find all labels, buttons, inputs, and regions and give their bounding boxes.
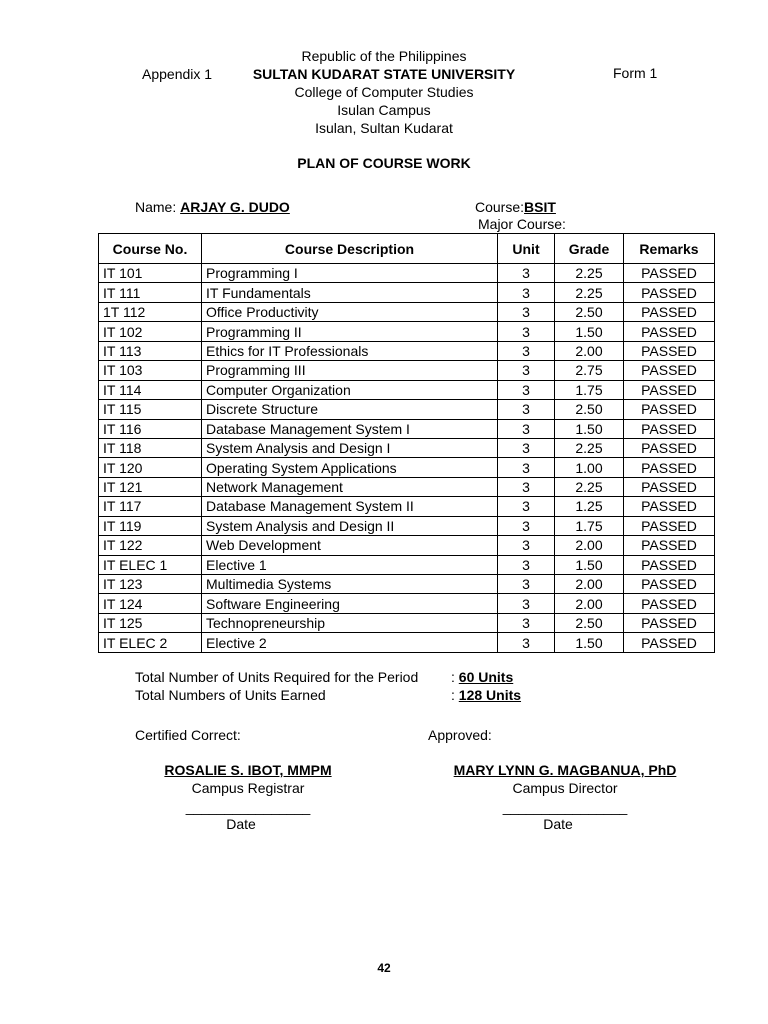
course-description-cell: Network Management [202,477,498,496]
course-description-cell: Software Engineering [202,594,498,613]
unit-cell: 3 [498,536,555,555]
remarks-cell: PASSED [624,400,715,419]
grade-cell: 1.25 [555,497,624,516]
document-title: PLAN OF COURSE WORK [297,155,471,171]
course-description-cell: Ethics for IT Professionals [202,341,498,360]
director-name: MARY LYNN G. MAGBANUA, PhD [453,762,677,778]
unit-cell: 3 [498,458,555,477]
course-description-cell: System Analysis and Design I [202,438,498,457]
table-row [99,555,715,574]
course-description-cell: Programming III [202,361,498,380]
registrar-date-label: Date [226,816,256,832]
unit-cell: 3 [498,341,555,360]
course-no-cell: IT 111 [99,283,202,302]
remarks-cell: PASSED [624,477,715,496]
table-row [99,575,715,594]
unit-cell: 3 [498,322,555,341]
unit-cell: 3 [498,594,555,613]
table-row [99,419,715,438]
grade-cell: 1.00 [555,458,624,477]
header-grade: Grade [555,234,624,264]
table-row [99,400,715,419]
remarks-cell: PASSED [624,575,715,594]
course-no-cell: IT 119 [99,516,202,535]
course-no-cell: IT ELEC 1 [99,555,202,574]
course-no-cell: IT 101 [99,264,202,283]
remarks-cell: PASSED [624,322,715,341]
grade-cell: 1.75 [555,516,624,535]
unit-cell: 3 [498,575,555,594]
unit-cell: 3 [498,400,555,419]
remarks-cell: PASSED [624,613,715,632]
course-no-cell: IT 114 [99,380,202,399]
course-row [475,198,556,216]
table-row [99,264,715,283]
course-no-cell: IT 102 [99,322,202,341]
course-description-cell: Database Management System I [202,419,498,438]
header-course-no: Course No. [99,234,202,264]
unit-cell: 3 [498,380,555,399]
unit-cell: 3 [498,497,555,516]
remarks-cell: PASSED [624,361,715,380]
course-no-cell: IT 118 [99,438,202,457]
table-row [99,341,715,360]
course-no-cell: 1T 112 [99,302,202,321]
grade-cell: 2.50 [555,613,624,632]
unit-cell: 3 [498,516,555,535]
unit-cell: 3 [498,613,555,632]
course-description-cell: Elective 1 [202,555,498,574]
grade-cell: 1.50 [555,322,624,341]
course-no-cell: IT ELEC 2 [99,633,202,652]
table-row [99,536,715,555]
unit-cell: 3 [498,477,555,496]
course-description-cell: Office Productivity [202,302,498,321]
grade-cell: 2.00 [555,536,624,555]
college-name: College of Computer Studies [294,84,474,100]
units-required-row [451,668,513,686]
table-row [99,594,715,613]
course-description-cell: Elective 2 [202,633,498,652]
table-row [99,497,715,516]
units-earned-row [451,686,521,704]
table-row [99,380,715,399]
grade-cell: 2.25 [555,264,624,283]
unit-cell: 3 [498,633,555,652]
remarks-cell: PASSED [624,516,715,535]
course-no-cell: IT 125 [99,613,202,632]
director-date-line: ________________ [502,799,628,815]
grade-cell: 1.50 [555,633,624,652]
student-name-row [135,198,290,216]
remarks-cell: PASSED [624,536,715,555]
name-label: Name: [135,199,177,215]
grade-cell: 2.25 [555,477,624,496]
unit-cell: 3 [498,419,555,438]
campus-address: Isulan, Sultan Kudarat [315,120,453,136]
table-row [99,633,715,652]
grade-cell: 2.25 [555,283,624,302]
table-row [99,283,715,302]
remarks-cell: PASSED [624,380,715,399]
course-description-cell: Technopreneurship [202,613,498,632]
appendix-label: Appendix 1 [142,66,213,82]
grade-cell: 1.75 [555,380,624,399]
campus-name: Isulan Campus [337,102,431,118]
director-title: Campus Director [512,780,618,796]
course-no-cell: IT 115 [99,400,202,419]
course-description-cell: Discrete Structure [202,400,498,419]
course-description-cell: Programming I [202,264,498,283]
registrar-date-line: ________________ [185,799,311,815]
page-number: 42 [377,961,391,975]
remarks-cell: PASSED [624,594,715,613]
grade-cell: 2.75 [555,361,624,380]
remarks-cell: PASSED [624,555,715,574]
course-description-cell: Multimedia Systems [202,575,498,594]
table-row [99,477,715,496]
course-no-cell: IT 122 [99,536,202,555]
table-row [99,613,715,632]
grade-cell: 2.25 [555,438,624,457]
table-row [99,361,715,380]
course-description-cell: IT Fundamentals [202,283,498,302]
header-remarks: Remarks [624,234,715,264]
grade-cell: 2.50 [555,302,624,321]
course-description-cell: Computer Organization [202,380,498,399]
course-table [98,233,715,653]
course-no-cell: IT 124 [99,594,202,613]
director-date-label: Date [543,816,573,832]
table-row [99,322,715,341]
table-row [99,302,715,321]
remarks-cell: PASSED [624,497,715,516]
remarks-cell: PASSED [624,458,715,477]
grade-cell: 2.00 [555,575,624,594]
unit-cell: 3 [498,555,555,574]
course-no-cell: IT 113 [99,341,202,360]
units-earned-label: Total Numbers of Units Earned [135,687,326,703]
course-value: BSIT [524,199,556,215]
remarks-cell: PASSED [624,302,715,321]
table-row [99,458,715,477]
course-description-cell: System Analysis and Design II [202,516,498,535]
grade-cell: 1.50 [555,419,624,438]
form-label: Form 1 [613,65,658,81]
remarks-cell: PASSED [624,438,715,457]
major-course-label: Major Course: [478,216,566,232]
grade-cell: 2.00 [555,594,624,613]
republic-line: Republic of the Philippines [301,48,467,64]
header-unit: Unit [498,234,555,264]
unit-cell: 3 [498,302,555,321]
table-header-row [99,234,715,264]
remarks-cell: PASSED [624,633,715,652]
colon: : [451,687,455,703]
course-no-cell: IT 123 [99,575,202,594]
course-no-cell: IT 116 [99,419,202,438]
unit-cell: 3 [498,438,555,457]
registrar-title: Campus Registrar [191,780,305,796]
units-earned-value: 128 Units [458,687,522,703]
remarks-cell: PASSED [624,264,715,283]
course-description-cell: Database Management System II [202,497,498,516]
certified-correct-label: Certified Correct: [135,727,241,743]
course-no-cell: IT 121 [99,477,202,496]
course-label: Course: [475,199,525,215]
remarks-cell: PASSED [624,419,715,438]
table-body [99,264,715,653]
course-description-cell: Web Development [202,536,498,555]
grade-cell: 2.00 [555,341,624,360]
unit-cell: 3 [498,283,555,302]
table-row [99,516,715,535]
course-description-cell: Programming II [202,322,498,341]
table-row [99,438,715,457]
units-required-value: 60 Units [458,669,514,685]
header-course-description: Course Description [202,234,498,264]
colon: : [451,669,455,685]
approved-label: Approved: [428,727,492,743]
unit-cell: 3 [498,264,555,283]
course-no-cell: IT 103 [99,361,202,380]
registrar-name: ROSALIE S. IBOT, MMPM [164,762,332,778]
units-required-label: Total Number of Units Required for the Period [135,669,419,685]
course-no-cell: IT 117 [99,497,202,516]
course-description-cell: Operating System Applications [202,458,498,477]
unit-cell: 3 [498,361,555,380]
grade-cell: 2.50 [555,400,624,419]
course-no-cell: IT 120 [99,458,202,477]
university-name: SULTAN KUDARAT STATE UNIVERSITY [252,66,516,82]
remarks-cell: PASSED [624,283,715,302]
grade-cell: 1.50 [555,555,624,574]
student-name: ARJAY G. DUDO [180,199,290,215]
remarks-cell: PASSED [624,341,715,360]
